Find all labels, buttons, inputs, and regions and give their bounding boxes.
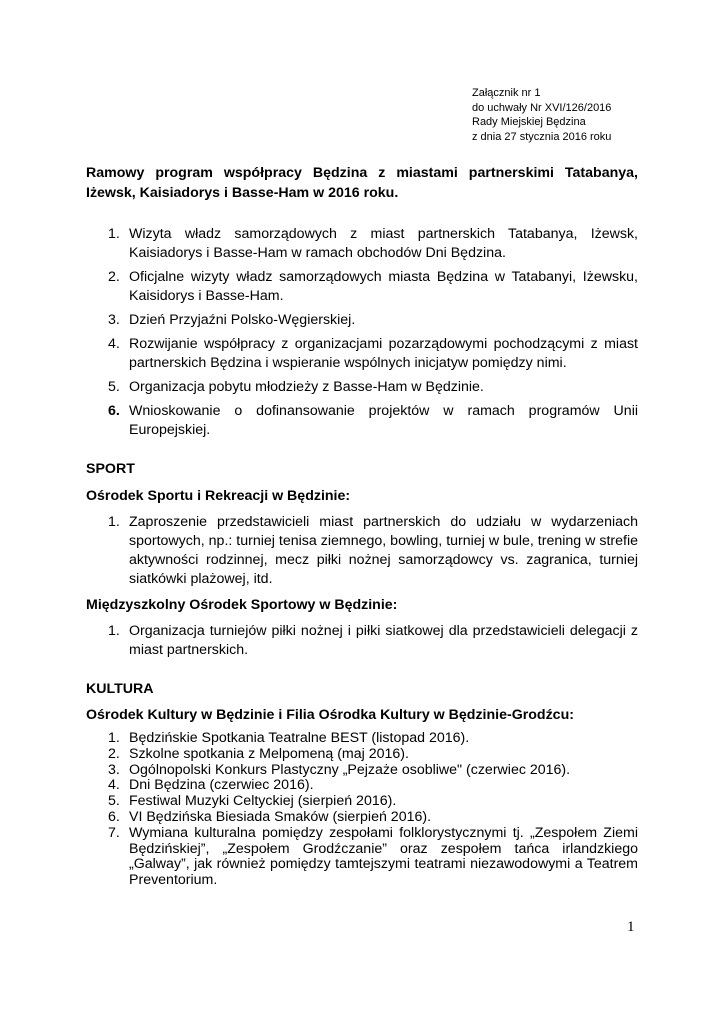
list-text: Wnioskowanie o dofinansowanie projektów w ramach programów Unii Europejskiej. — [129, 403, 638, 438]
list-text: Festiwal Muzyki Celtyckiej (sierpień 2016). — [129, 793, 397, 810]
list-item — [86, 513, 638, 589]
list-number: 1. — [108, 226, 120, 242]
list-text: Oficjalne wizyty władz samorządowych miasta Będzina w Tatabanyi, Iżewsku, Kaisidorys i Basse-Ham. — [129, 269, 638, 304]
list-number: 3. — [108, 312, 120, 328]
annex-line-4: z dnia 27 stycznia 2016 roku — [472, 130, 612, 143]
document-title: Ramowy program współpracy Będzina z miastami partnerskimi Tatabanya, Iżewsk, Kaisiadorys i Basse-Ham w 2016 roku. — [86, 165, 638, 201]
sport-osir-list — [86, 513, 638, 589]
list-number: 6. — [108, 808, 120, 825]
annex-line-1: Załącznik nr 1 — [472, 87, 541, 99]
list-item — [86, 794, 638, 810]
list-item — [86, 747, 638, 763]
list-text: Wizyta władz samorządowych z miast partnerskich Tatabanya, Iżewsk, Kaisiadorys i Basse-Ham w ramach obchodów Dni Będzina. — [129, 226, 638, 261]
list-item — [86, 763, 638, 779]
list-number: 3. — [108, 761, 120, 778]
list-item — [86, 225, 638, 263]
page-number: 1 — [627, 919, 635, 935]
list-text: Zaproszenie przedstawicieli miast partnerskich do udziału w wydarzeniach sportowych, np.: turniej tenisa ziemnego, bowling, turniej w bule, trening w strefie aktywności rodzinnej, mecz piłki nożnej samorządowcy vs. zagranica, turniej siatkówki plażowej, itd. — [129, 514, 638, 587]
list-item — [86, 378, 638, 397]
list-item — [86, 826, 638, 889]
section-heading-sport: SPORT — [86, 461, 135, 477]
annex-line-3: Rady Miejskiej Będzina — [472, 116, 586, 128]
list-item — [86, 402, 638, 440]
list-number: 1. — [108, 730, 120, 746]
list-number: 6. — [108, 403, 120, 419]
list-number: 2. — [108, 745, 120, 762]
list-text: Dni Będzina (czerwiec 2016). — [129, 777, 314, 794]
list-item — [86, 268, 638, 306]
sport-mos-list — [86, 622, 638, 660]
section-heading-kultura: KULTURA — [86, 681, 154, 697]
list-text: Organizacja turniejów piłki nożnej i piłki siatkowej dla przedstawicieli delegacji z miast partnerskich. — [129, 623, 638, 658]
list-number: 4. — [108, 336, 120, 352]
program-list — [86, 225, 638, 445]
list-text: VI Będzińska Biesiada Smaków (sierpień 2016). — [129, 808, 432, 825]
list-number: 5. — [108, 379, 120, 395]
list-item — [86, 731, 638, 747]
annex-line-2: do uchwały Nr XVI/126/2016 — [472, 101, 612, 114]
list-text: Dzień Przyjaźni Polsko-Węgierskiej. — [129, 312, 356, 328]
list-item — [86, 311, 638, 330]
list-text: Szkolne spotkania z Melpomeną (maj 2016). — [129, 745, 409, 762]
org-heading-ok: Ośrodek Kultury w Będzinie i Filia Ośrodka Kultury w Będzinie-Grodźcu: — [86, 707, 574, 723]
list-item — [86, 335, 638, 373]
list-text: Rozwijanie współpracy z organizacjami pozarządowymi pochodzącymi z miast partnerskich Będzina i wspieranie wspólnych inicjatyw pomiędzy nimi. — [129, 336, 638, 371]
list-number: 2. — [108, 269, 120, 285]
list-item — [86, 778, 638, 794]
list-item — [86, 622, 638, 660]
list-text: Organizacja pobytu młodzieży z Basse-Ham w Będzinie. — [129, 379, 484, 395]
org-heading-osir: Ośrodek Sportu i Rekreacji w Będzinie: — [86, 488, 351, 504]
list-text: Ogólnopolski Konkurs Plastyczny „Pejzaże osobliwe" (czerwiec 2016). — [129, 761, 571, 778]
list-number: 1. — [108, 623, 120, 639]
list-number: 5. — [108, 793, 120, 810]
list-item — [86, 810, 638, 826]
kultura-list — [86, 731, 638, 889]
org-heading-mos: Międzyszkolny Ośrodek Sportowy w Będzinie: — [86, 597, 398, 613]
list-number: 7. — [108, 824, 120, 841]
list-number: 1. — [108, 514, 120, 530]
list-text: Będzińskie Spotkania Teatralne BEST (listopad 2016). — [129, 730, 470, 746]
list-text: Wymiana kulturalna pomiędzy zespołami folklorystycznymi tj. „Zespołem Ziemi Będzińskiej”, „Zespołem Grodźczanie” oraz zespołem tańca irlandzkiego „Galway”, jak również pomiędzy tamtejszymi teatrami niezawodowymi a Teatrem Preventorium. — [129, 824, 638, 889]
annex-header — [472, 86, 611, 144]
list-number: 4. — [108, 777, 120, 794]
